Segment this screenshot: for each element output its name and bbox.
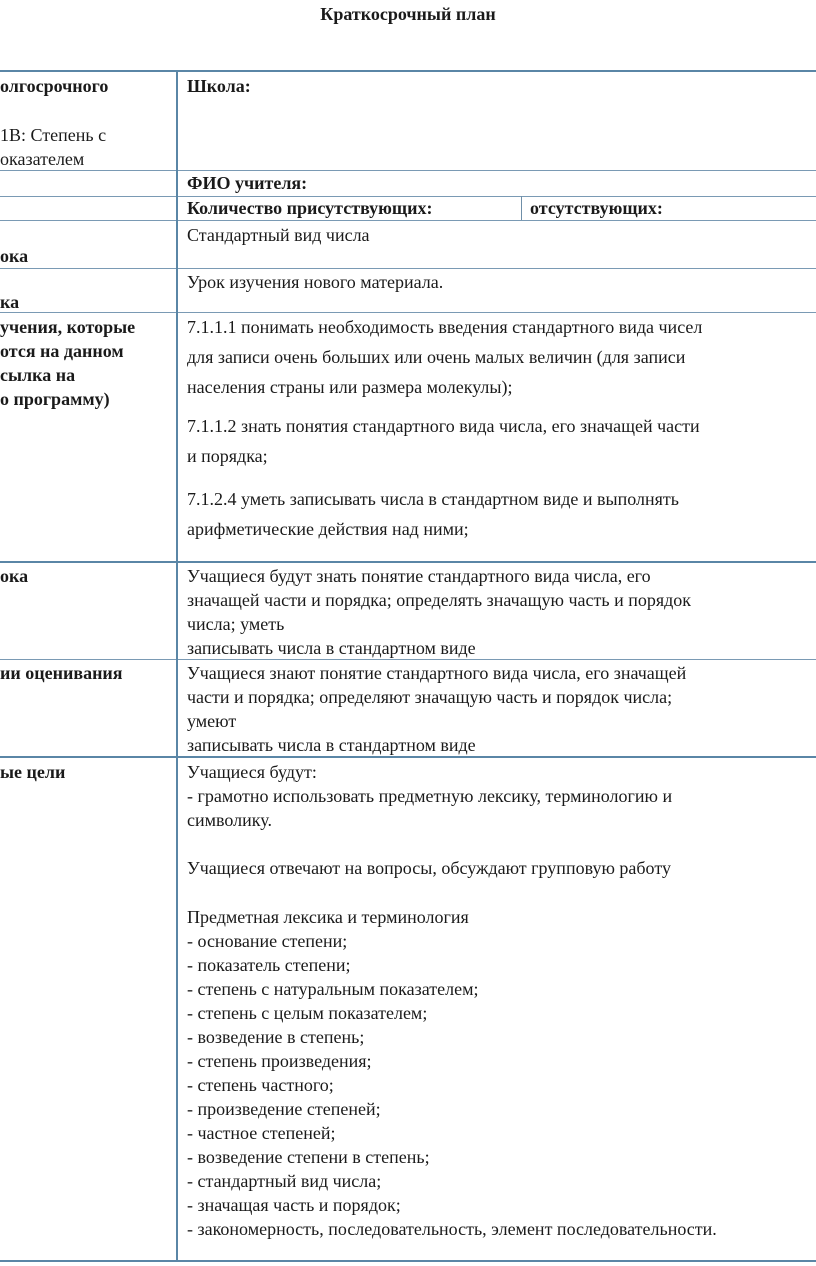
topic-label: ока [0,246,29,266]
objectives-label: учения, которые отся на данном сылка на о программу) [0,317,136,409]
present-count-label: Количество присутствующих: [187,198,433,218]
absent-count-label: отсутствующих: [530,198,663,218]
list-item: - значащая часть и порядок; [187,1195,401,1215]
row-divider [0,220,816,221]
list-item: - стандартный вид числа; [187,1171,382,1191]
table-top-border [0,70,816,72]
lesson-goals-label: ока [0,566,29,586]
list-item: - степень с целым показателем; [187,1003,428,1023]
list-item: - показатель степени; [187,955,351,975]
attendance-divider [521,196,522,220]
school-label: Школа: [187,76,251,96]
objective-item: 7.1.1.2 знать понятия стандартного вида числа, его значащей части и порядка; [187,416,700,466]
row-divider [0,561,816,563]
objective-item: 7.1.2.4 уметь записывать числа в стандартном виде и выполнять арифметические действия над ними; [187,489,679,539]
list-item: - возведение степени в степень; [187,1147,430,1167]
row-divider [0,268,816,269]
list-item: - частное степеней; [187,1123,336,1143]
lesson-type-value: Урок изучения нового материала. [187,272,444,292]
row-divider [0,170,816,171]
teacher-name-label: ФИО учителя: [187,173,308,193]
topic-value: Стандартный вид числа [187,225,370,245]
vocabulary-list [187,929,717,1241]
assessment-criteria-label: ии оценивания [0,663,123,683]
list-item: - закономерность, последовательность, элемент последовательности. [187,1219,717,1239]
language-goals-discussion: Учащиеся отвечают на вопросы, обсуждают групповую работу [187,858,671,878]
language-goals-intro: Учащиеся будут: - грамотно использовать предметную лексику, терминологию и символику. [187,762,673,830]
vocabulary-title: Предметная лексика и терминология [187,907,469,927]
lesson-goals-text: Учащиеся будут знать понятие стандартного вида числа, его значащей части и порядка; определять значащую часть и порядок числа; уметь записывать числа в стандартном виде [187,566,692,658]
lesson-type-label: ка [0,292,20,312]
objective-item: 7.1.1.1 понимать необходимость введения стандартного вида чисел для записи очень больших или очень малых величин (для записи населения страны или размера молекулы); [187,317,703,397]
list-item: - степень с натуральным показателем; [187,979,479,999]
list-item: - степень частного; [187,1075,334,1095]
language-goals-label: ые цели [0,762,66,782]
list-item: - произведение степеней; [187,1099,381,1119]
list-item: - степень произведения; [187,1051,372,1071]
table-bottom-border [0,1260,816,1262]
long-term-section-unit: 1В: Степень с оказателем [0,125,107,169]
assessment-criteria-text: Учащиеся знают понятие стандартного вида числа, его значащей части и порядка; определяют значащую часть и порядок числа; умеют записывать числа в стандартном виде [187,663,687,755]
list-item: - основание степени; [187,931,348,951]
page-title: Краткосрочный план [320,4,496,24]
list-item: - возведение в степень; [187,1027,365,1047]
long-term-section-label: олгосрочного [0,76,109,96]
column-divider [176,70,178,1261]
